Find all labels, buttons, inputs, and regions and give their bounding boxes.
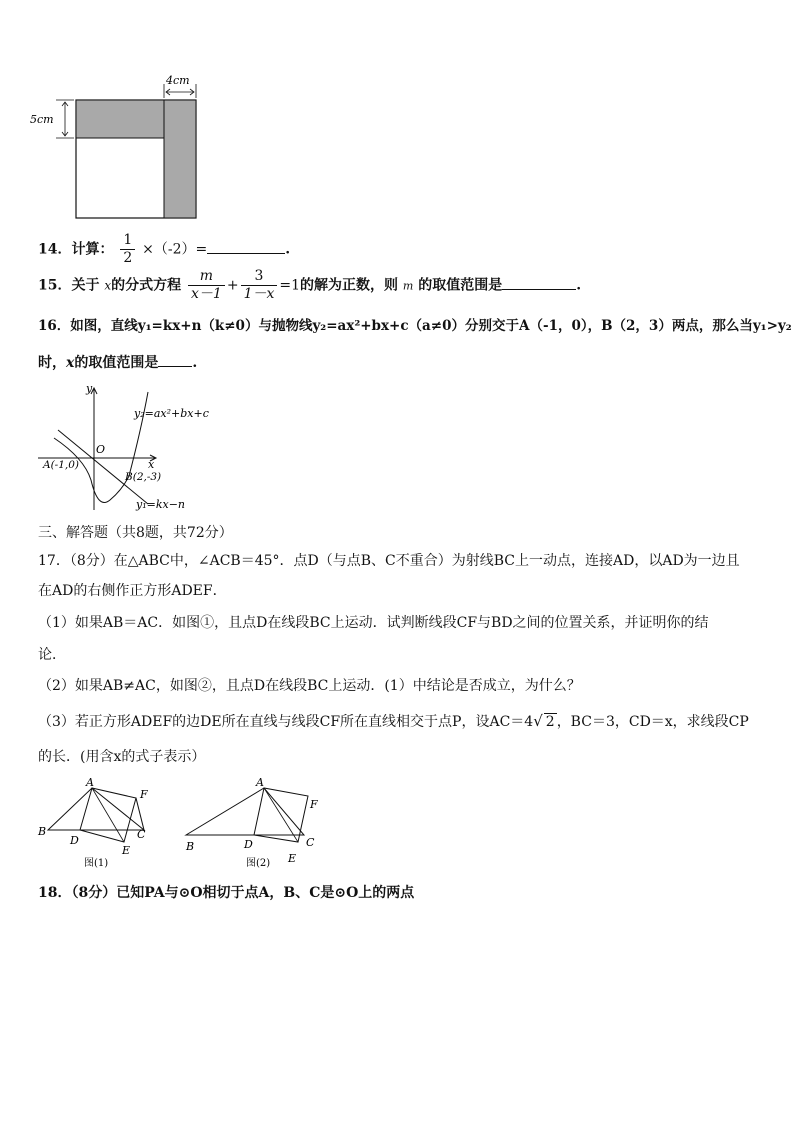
fig1-label-d: D bbox=[70, 834, 79, 847]
sqrt-sign: √ bbox=[533, 712, 543, 730]
fig2-caption: 图(2) bbox=[246, 858, 271, 869]
q16-line2-b: 的取值范围是 bbox=[74, 355, 159, 371]
figure-q13 bbox=[30, 70, 210, 225]
q17-line1-text: 17．（8分）在△ABC中，∠ACB＝45°．点D（与点B、C不重合）为射线BC上一动点，连接AD，以AD为一边且 bbox=[38, 553, 740, 569]
q17-part3c-text: 的长．(用含x的式子表示） bbox=[38, 749, 206, 765]
sqrt-radicand: 2 bbox=[545, 714, 555, 730]
label-height: 5cm bbox=[30, 113, 54, 126]
q17-part3a-text: （3）若正方形ADEF的边DE所在直线与线段CF所在直线相交于点P，设AC＝4 bbox=[38, 714, 534, 730]
origin-label: O bbox=[96, 443, 106, 456]
label-width: 4cm bbox=[166, 74, 190, 87]
fig1-label-a: A bbox=[86, 776, 94, 789]
q18-line1-text: 18．（8分）已知PA与⊙O相切于点A，B、C是⊙O上的两点 bbox=[38, 885, 415, 901]
q15-equals: =1 bbox=[279, 277, 301, 294]
q17-part-2 bbox=[38, 676, 581, 696]
q14-number: 14． bbox=[38, 241, 72, 258]
fig1-label-c: C bbox=[137, 828, 146, 841]
q17-line-2 bbox=[38, 581, 227, 601]
q15-frac1-num: m bbox=[188, 268, 225, 286]
fig2-label-d: D bbox=[244, 838, 253, 851]
q15-plus: + bbox=[226, 277, 239, 294]
q15-suffix: . bbox=[576, 277, 582, 294]
q17-line2-text: 在AD的右侧作正方形ADEF． bbox=[38, 583, 227, 599]
q17-part-3-a bbox=[38, 711, 749, 732]
q16-line2-a: 时， bbox=[38, 355, 66, 371]
fig1-caption: 图(1) bbox=[84, 858, 109, 869]
q15-fraction-2 bbox=[241, 268, 278, 303]
point-b-label: B(2,-3) bbox=[125, 471, 162, 483]
q14-fraction bbox=[120, 232, 135, 267]
axis-y-label: y bbox=[86, 382, 93, 395]
q14-frac-den: 2 bbox=[123, 250, 133, 266]
q14-answer-blank[interactable] bbox=[207, 253, 285, 254]
q17-part-3-c bbox=[38, 747, 205, 767]
q15-var-m: m bbox=[402, 279, 414, 293]
q14-frac-num: 1 bbox=[120, 232, 135, 250]
q16-line1: 如图，直线y₁=kx+n（k≠0）与抛物线y₂=ax²+bx+c（a≠0）分别交于A（-1，0），B（2，3）两点，那么当y₁>y₂ bbox=[70, 318, 792, 334]
shaded-top-strip bbox=[76, 100, 164, 138]
section-3-text: 三、解答题（共8题，共72分） bbox=[38, 525, 233, 541]
section-3-title bbox=[38, 523, 233, 543]
q15-answer-blank[interactable] bbox=[502, 289, 576, 290]
q15-number: 15． bbox=[38, 277, 72, 294]
q18-line-1 bbox=[38, 883, 414, 903]
q17-part1b-text: 论． bbox=[38, 647, 66, 663]
fig1-label-e: E bbox=[122, 844, 131, 857]
q17-part3b-text: ，BC＝3，CD＝x，求线段CP bbox=[556, 714, 749, 730]
q15-text-a: 关于 bbox=[71, 277, 100, 294]
q16-number: 16． bbox=[38, 318, 71, 334]
fig1-label-f: F bbox=[140, 788, 148, 801]
figure-1 bbox=[37, 776, 148, 869]
q16-var-x: x bbox=[66, 355, 75, 371]
q16-suffix: . bbox=[192, 355, 198, 371]
figures-q17 bbox=[36, 772, 336, 874]
axis-x-label: x bbox=[148, 458, 155, 471]
q15-text-d: 的取值范围是 bbox=[418, 277, 503, 294]
q17-part-1-a bbox=[38, 613, 709, 633]
q15-text-b: 的分式方程 bbox=[111, 277, 182, 294]
curve-label: y₂=ax²+bx+c bbox=[134, 407, 209, 420]
point-a-label: A(-1,0) bbox=[43, 459, 80, 471]
q14-expr: ×（-2）= bbox=[142, 241, 208, 258]
q17-line-1 bbox=[38, 551, 740, 571]
question-16-line-2 bbox=[38, 353, 197, 373]
q14-suffix: . bbox=[285, 241, 291, 258]
shaded-right-strip bbox=[164, 100, 196, 218]
q16-answer-blank[interactable] bbox=[158, 366, 192, 367]
q14-prefix: 计算： bbox=[71, 241, 114, 258]
q15-frac1-den: x－1 bbox=[191, 286, 222, 302]
fig2-label-c: C bbox=[306, 836, 315, 849]
question-14 bbox=[38, 232, 290, 267]
fig2-label-a: A bbox=[256, 776, 264, 789]
q17-part2-text: （2）如果AB≠AC，如图②，且点D在线段BC上运动．(1）中结论是否成立，为什么？ bbox=[38, 678, 581, 694]
q15-frac2-num: 3 bbox=[241, 268, 278, 286]
q15-var-x: x bbox=[104, 278, 112, 293]
question-16-line-1 bbox=[38, 316, 792, 336]
graph-q16 bbox=[36, 380, 246, 515]
fig1-label-b: B bbox=[38, 825, 47, 838]
figure-2 bbox=[185, 776, 318, 869]
fig2-label-b: B bbox=[186, 840, 195, 853]
q17-part1a-text: （1）如果AB＝AC．如图①，且点D在线段BC上运动．试判断线段CF与BD之间的位置关系，并证明你的结 bbox=[38, 615, 709, 631]
q15-fraction-1 bbox=[188, 268, 225, 303]
fig2-label-e: E bbox=[288, 852, 297, 865]
triangle-abc-2 bbox=[186, 788, 304, 835]
line-label: y₁=kx−n bbox=[136, 498, 186, 511]
q15-frac2-den: 1－x bbox=[243, 286, 275, 302]
q17-part-1-b bbox=[38, 645, 66, 665]
q15-text-c: 的解为正数，则 bbox=[300, 277, 399, 294]
question-15 bbox=[38, 268, 581, 303]
fig2-label-f: F bbox=[310, 798, 318, 811]
